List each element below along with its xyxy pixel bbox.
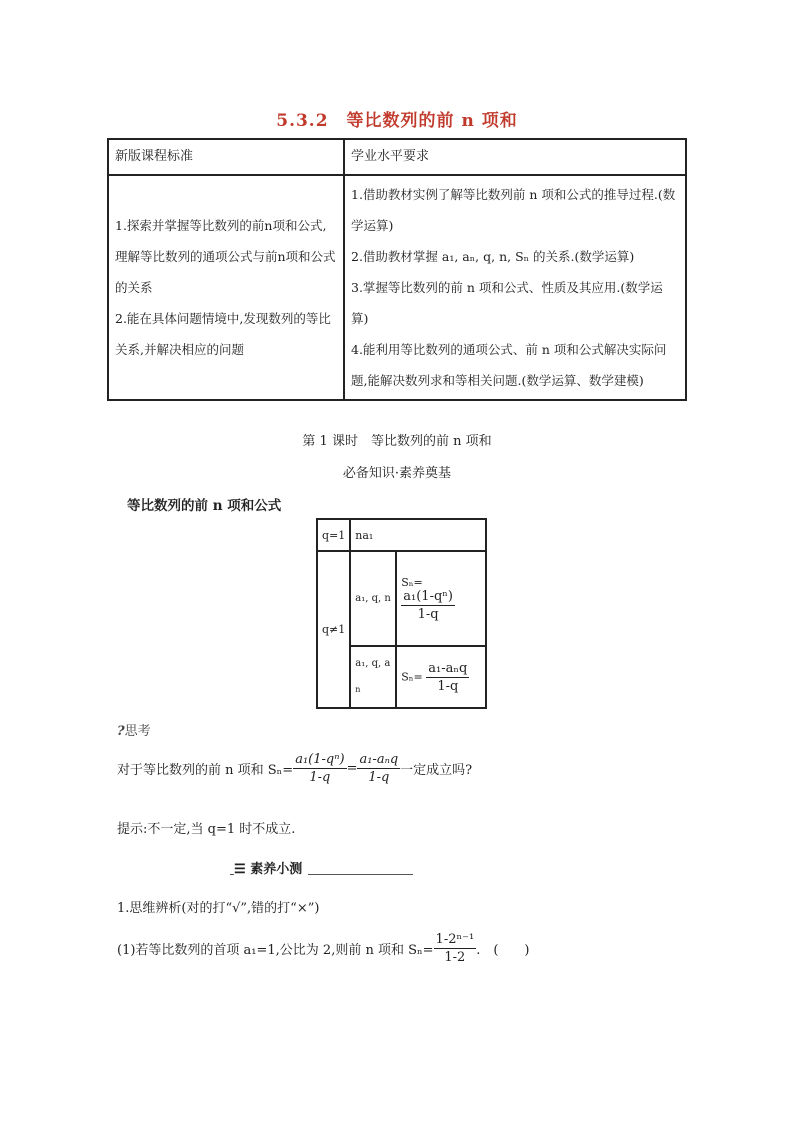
standard-item: 2.能在具体问题情境中,发现数列的等比关系,并解决相应的问题	[115, 311, 331, 357]
fraction	[293, 752, 346, 785]
quiz-label: 素养小测	[250, 862, 303, 877]
denominator: 1-q	[417, 606, 439, 622]
requirement-item: 3.掌握等比数列的前 n 项和公式、性质及其应用.(数学运算)	[351, 280, 663, 326]
fraction	[434, 932, 477, 965]
requirement-item: 2.借助教材掌握 a₁, aₙ, q, n, Sₙ 的关系.(数学运算)	[351, 249, 635, 264]
case-q-not-1: q≠1	[317, 551, 350, 708]
given-vars-subscript: n	[355, 685, 361, 694]
sum-prefix: Sₙ=	[401, 670, 423, 683]
requirement-item: 4.能利用等比数列的通项公式、前 n 项和公式解决实际问题,能解决数列求和等相关问题.(数学运算、数学建模)	[351, 342, 667, 388]
numerator: a₁(1-qⁿ)	[403, 588, 453, 604]
think-label: 思考	[124, 724, 151, 739]
think-question	[117, 752, 472, 785]
sum-prefix: Sₙ=	[401, 575, 423, 589]
numerator: 1-2ⁿ⁻¹	[435, 932, 475, 947]
quiz-label-wrap	[234, 858, 308, 877]
sum-formula-1	[396, 551, 486, 646]
numerator: a₁(1-qⁿ)	[295, 752, 345, 767]
question-mark-icon: ?	[117, 724, 125, 739]
formula-heading: 等比数列的前 n 项和公式	[127, 498, 282, 514]
think-section	[117, 720, 151, 739]
case-q-equals-1: q=1	[317, 519, 350, 551]
section-label: 必备知识·素养奠基	[342, 466, 452, 481]
denominator: 1-q	[309, 770, 331, 785]
sum-formula-q1: na₁	[350, 519, 486, 551]
page-title: 5.3.2 等比数列的前 n 项和	[276, 111, 518, 131]
exercise-suffix: . ( )	[476, 943, 530, 958]
standards-header-right: 学业水平要求	[344, 139, 686, 175]
exercise-prefix: (1)若等比数列的首项 a₁=1,公比为 2,则前 n 项和 Sₙ=	[117, 943, 434, 958]
fraction	[426, 661, 469, 694]
denominator: 1-q	[437, 678, 459, 694]
given-vars-2	[350, 646, 396, 708]
exercise-intro: 1.思维辨析(对的打“√”,错的打“×”)	[117, 901, 320, 916]
hint-text: 提示:不一定,当 q=1 时不成立.	[117, 822, 296, 837]
book-icon: ☰	[234, 862, 246, 877]
sum-formula-2	[396, 646, 486, 708]
denominator: 1-q	[368, 770, 390, 785]
requirement-item: 1.借助教材实例了解等比数列前 n 项和公式的推导过程.(数学运算)	[351, 187, 676, 233]
requirements-cell	[344, 175, 686, 400]
formula-table	[316, 518, 487, 709]
numerator: a₁-aₙq	[359, 752, 399, 767]
standards-header-left: 新版课程标准	[108, 139, 344, 175]
given-vars-1: a₁, q, n	[350, 551, 396, 646]
question-suffix: 一定成立吗?	[400, 763, 473, 778]
quiz-banner	[230, 858, 413, 876]
question-prefix: 对于等比数列的前 n 项和 Sₙ=	[117, 763, 294, 778]
denominator: 1-2	[444, 950, 466, 965]
fraction	[401, 589, 455, 622]
exercise-item	[117, 932, 529, 965]
fraction	[357, 752, 400, 785]
equals-sign: =	[346, 761, 358, 776]
numerator: a₁-aₙq	[428, 660, 468, 676]
curriculum-standards-cell	[108, 175, 344, 400]
lesson-title: 第 1 课时 等比数列的前 n 项和	[302, 434, 492, 449]
standards-table	[107, 138, 687, 401]
standard-item: 1.探索并掌握等比数列的前n项和公式,理解等比数列的通项公式与前n项和公式的关系	[115, 218, 336, 295]
given-vars-line: a₁, q, a	[355, 658, 391, 669]
